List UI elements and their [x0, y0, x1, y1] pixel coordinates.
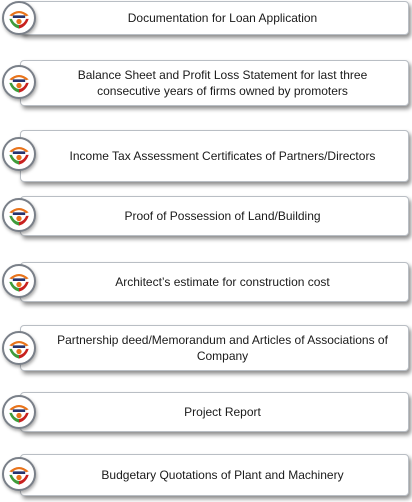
- checklist-card: [20, 325, 409, 371]
- emblem-graphic: [4, 397, 34, 427]
- checklist-item: [0, 194, 412, 236]
- emblem-graphic: [4, 3, 34, 33]
- emblem-center: [16, 475, 21, 480]
- emblem-band: [13, 471, 25, 474]
- emblem-graphic: [4, 139, 34, 169]
- checklist-item: [0, 0, 412, 36]
- checklist-card: [20, 454, 409, 496]
- emblem-graphic: [4, 266, 34, 296]
- emblem-logo-icon: [2, 331, 36, 365]
- checklist-item: [0, 452, 412, 498]
- emblem-logo-icon: [2, 264, 36, 298]
- checklist-item-label: Project Report: [184, 405, 261, 419]
- emblem-band: [13, 79, 25, 82]
- checklist-item: [0, 260, 412, 302]
- emblem-band: [13, 15, 25, 18]
- emblem-logo-icon: [2, 395, 36, 429]
- emblem-graphic: [4, 67, 34, 97]
- checklist-item-label: Proof of Possession of Land/Building: [124, 209, 321, 223]
- emblem-logo-icon: [2, 1, 36, 35]
- emblem-center: [16, 19, 21, 24]
- emblem-band: [13, 278, 25, 281]
- checklist-card: [20, 262, 409, 302]
- checklist-item: [0, 58, 412, 106]
- emblem-center: [16, 413, 21, 418]
- emblem-center: [16, 216, 21, 221]
- emblem-graphic: [4, 459, 34, 489]
- checklist-card: [20, 130, 409, 182]
- checklist-item: [0, 390, 412, 434]
- emblem-logo-icon: [2, 65, 36, 99]
- checklist-card: [20, 60, 409, 106]
- checklist-item-label: Documentation for Loan Application: [127, 11, 318, 25]
- checklist-card: [20, 196, 409, 236]
- emblem-center: [16, 282, 21, 287]
- checklist-card: [20, 392, 409, 432]
- checklist-item-label: Income Tax Assessment Certificates of Partners/Directors: [69, 149, 376, 163]
- checklist-item-label: Partnership deed/Memorandum and Articles of Associations of Company: [57, 333, 388, 363]
- checklist-item: [0, 128, 412, 184]
- emblem-band: [13, 409, 25, 412]
- checklist-item: [0, 324, 412, 372]
- emblem-graphic: [4, 333, 34, 363]
- emblem-logo-icon: [2, 198, 36, 232]
- checklist-item-label: Balance Sheet and Profit Loss Statement for last three consecutive years of firms owned by promoters: [77, 68, 368, 98]
- emblem-center: [16, 83, 21, 88]
- checklist-card: [20, 1, 409, 35]
- emblem-band: [13, 212, 25, 215]
- checklist-item-label: Budgetary Quotations of Plant and Machinery: [101, 468, 344, 482]
- emblem-band: [13, 151, 25, 154]
- emblem-band: [13, 345, 25, 348]
- emblem-graphic: [4, 200, 34, 230]
- checklist-item-label: Architect’s estimate for construction cost: [115, 275, 330, 289]
- emblem-logo-icon: [2, 137, 36, 171]
- emblem-center: [16, 155, 21, 160]
- emblem-center: [16, 349, 21, 354]
- emblem-logo-icon: [2, 457, 36, 491]
